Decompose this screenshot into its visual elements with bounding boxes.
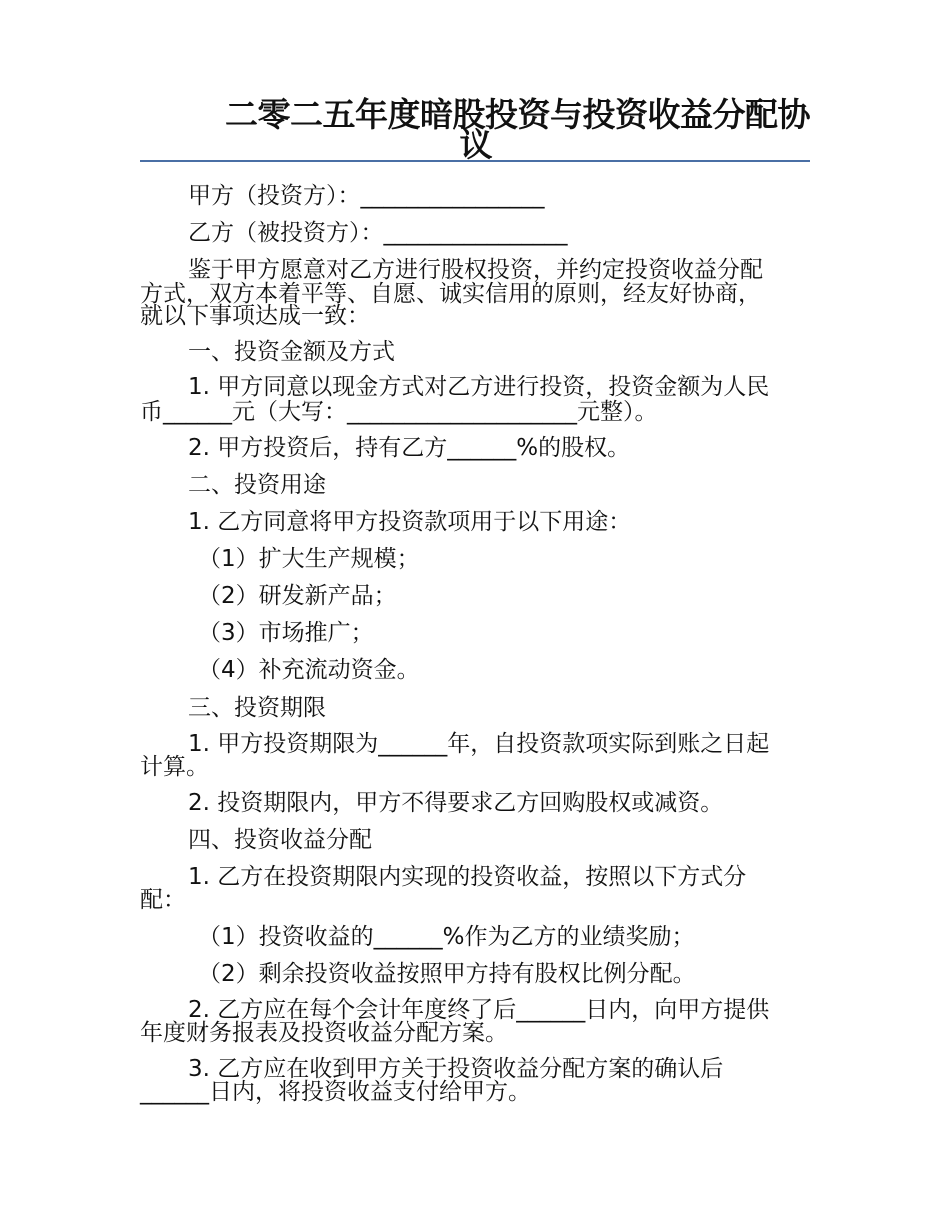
preamble-line-2: 方式，双方本着平等、自愿、诚实信用的原则，经友好协商， <box>140 281 761 307</box>
party-b-line: 乙方（被投资方）：________________ <box>188 220 568 246</box>
section-1-item-1-line-a: 1. 甲方同意以现金方式对乙方进行投资，投资金额为人民 <box>188 374 770 400</box>
title-divider <box>140 160 810 162</box>
title-line-1: 二零二五年度暗股投资与投资收益分配协 <box>225 95 810 134</box>
section-3-heading: 三、投资期限 <box>188 695 326 721</box>
section-2-sub-3: （3）市场推广； <box>198 620 374 646</box>
section-2-sub-4: （4）补充流动资金。 <box>198 657 420 683</box>
section-4-sub-2: （2）剩余投资收益按照甲方持有股权比例分配。 <box>198 961 696 987</box>
document-title <box>140 95 810 164</box>
section-4-item-1-line-b: 配： <box>140 887 186 913</box>
preamble-line-3: 就以下事项达成一致： <box>140 303 370 329</box>
section-1-item-2: 2. 甲方投资后，持有乙方______%的股权。 <box>188 435 631 461</box>
section-4-item-3-line-a: 3. 乙方应在收到甲方关于投资收益分配方案的确认后 <box>188 1056 724 1082</box>
party-a-line: 甲方（投资方）：________________ <box>188 183 545 209</box>
title-line-2: 议 <box>459 125 492 164</box>
section-3-item-2: 2. 投资期限内，甲方不得要求乙方回购股权或减资。 <box>188 790 724 816</box>
section-4-item-3-line-b: ______日内，将投资收益支付给甲方。 <box>140 1079 531 1105</box>
section-1-item-1-line-b: 币______元（大写：____________________元整）。 <box>140 399 658 425</box>
section-4-sub-1: （1）投资收益的______%作为乙方的业绩奖励； <box>198 924 695 950</box>
section-4-item-2-line-b: 年度财务报表及投资收益分配方案。 <box>140 1020 508 1046</box>
section-3-item-1-line-a: 1. 甲方投资期限为______年，自投资款项实际到账之日起 <box>188 731 770 757</box>
preamble-line-1: 鉴于甲方愿意对乙方进行股权投资，并约定投资收益分配 <box>188 257 763 283</box>
section-4-item-2-line-a: 2. 乙方应在每个会计年度终了后______日内，向甲方提供 <box>188 997 770 1023</box>
section-2-sub-2: （2）研发新产品； <box>198 583 397 609</box>
section-2-heading: 二、投资用途 <box>188 472 326 498</box>
section-4-item-1-line-a: 1. 乙方在投资期限内实现的投资收益，按照以下方式分 <box>188 864 747 890</box>
section-2-item-1: 1. 乙方同意将甲方投资款项用于以下用途： <box>188 509 632 535</box>
section-2-sub-1: （1）扩大生产规模； <box>198 546 420 572</box>
section-4-heading: 四、投资收益分配 <box>188 827 372 853</box>
section-3-item-1-line-b: 计算。 <box>140 754 209 780</box>
section-1-heading: 一、投资金额及方式 <box>188 339 395 365</box>
